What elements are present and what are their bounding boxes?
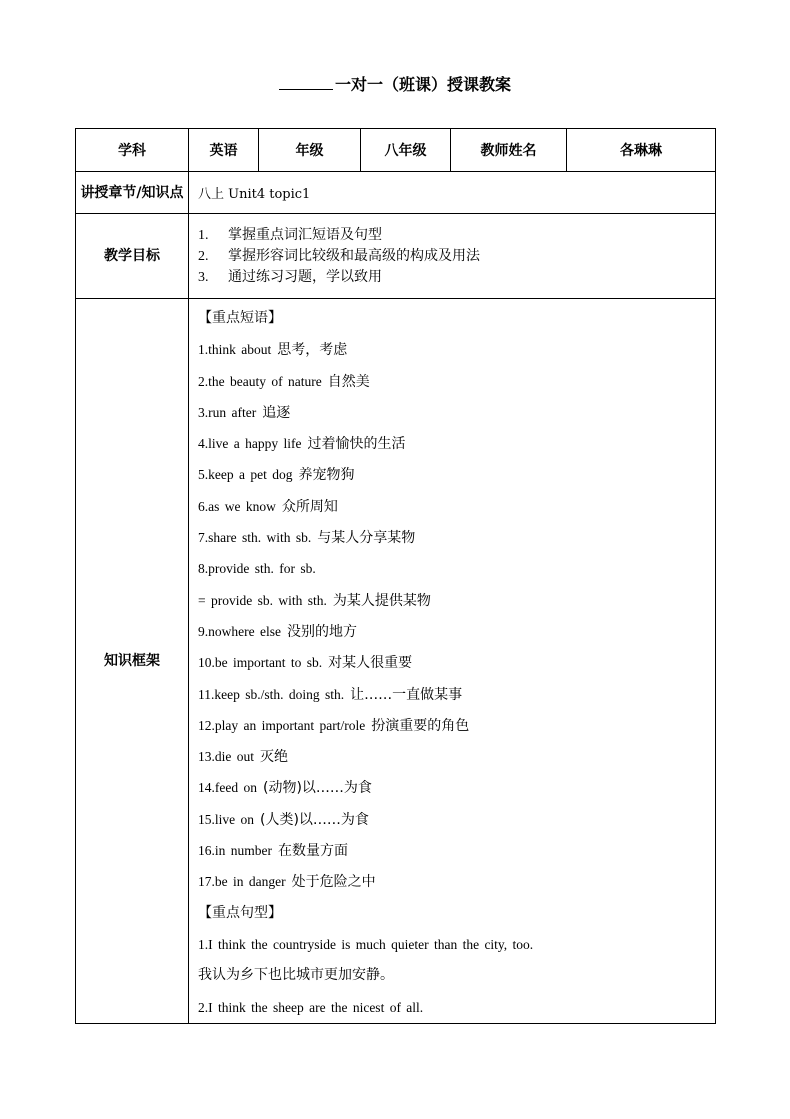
phrase-line bbox=[198, 679, 715, 710]
phrase-line bbox=[198, 428, 715, 459]
chapter-value: 八上 Unit4 topic1 bbox=[189, 172, 716, 214]
phrase-chinese: 与某人分享某物 bbox=[317, 530, 416, 547]
framework-row bbox=[76, 299, 716, 1024]
phrase-english: 9.nowhere else bbox=[198, 623, 281, 639]
phrase-english: 14.feed on bbox=[198, 780, 257, 796]
phrase-english: 6.as we know bbox=[198, 498, 276, 514]
goal-number: 3. bbox=[198, 269, 209, 285]
sentence-english: 1.I think the countryside is much quieter than the city, too. bbox=[198, 936, 534, 952]
goal-number: 2. bbox=[198, 248, 209, 264]
phrase-english: 11.keep sb./sth. doing sth. bbox=[198, 686, 345, 702]
header-row bbox=[76, 129, 716, 172]
phrase-line bbox=[198, 647, 715, 678]
phrase-english: 1.think about bbox=[198, 342, 272, 358]
phrase-line bbox=[198, 334, 715, 365]
phrase-line bbox=[198, 553, 715, 584]
phrase-line bbox=[198, 772, 715, 803]
goals-row bbox=[76, 214, 716, 299]
phrase-chinese: 养宠物狗 bbox=[298, 467, 355, 484]
phrase-english: 16.in number bbox=[198, 843, 272, 859]
phrase-chinese: 灭绝 bbox=[260, 749, 288, 766]
phrase-chinese: 追逐 bbox=[262, 404, 291, 421]
phrase-english: 8.provide sth. for sb. bbox=[198, 561, 316, 577]
chapter-label: 讲授章节/知识点 bbox=[76, 172, 189, 214]
sentence-english: 2.I think the sheep are the nicest of all. bbox=[198, 999, 424, 1015]
chapter-row bbox=[76, 172, 716, 214]
phrase-line bbox=[198, 804, 715, 835]
goal-text: 通过练习习题，学以致用 bbox=[228, 268, 382, 285]
goal-item bbox=[198, 246, 715, 267]
framework-label: 知识框架 bbox=[76, 299, 189, 1024]
goals-list bbox=[198, 225, 715, 288]
phrase-line bbox=[198, 366, 715, 397]
goals-list-cell bbox=[189, 214, 716, 299]
phrase-chinese: 思考，考虑 bbox=[277, 342, 348, 359]
subject-label: 学科 bbox=[76, 129, 189, 172]
phrase-chinese: 让……一直做某事 bbox=[350, 686, 463, 703]
phrase-english: 5.keep a pet dog bbox=[198, 467, 293, 483]
lesson-plan-table bbox=[75, 128, 716, 1024]
phrase-chinese: 在数量方面 bbox=[278, 843, 348, 860]
phrase-chinese: 众所周知 bbox=[281, 498, 338, 515]
sentence-line bbox=[198, 960, 715, 991]
phrase-english: 3.run after bbox=[198, 404, 257, 420]
grade-value: 八年级 bbox=[361, 129, 451, 172]
goal-text: 掌握形容词比较级和最高级的构成及用法 bbox=[228, 247, 480, 264]
phrase-chinese: 对某人很重要 bbox=[328, 655, 413, 672]
phrases-list bbox=[198, 334, 715, 897]
phrase-english: 7.share sth. with sb. bbox=[198, 530, 312, 546]
phrase-line bbox=[198, 741, 715, 772]
sentence-chinese: 我认为乡下也比城市更加安静。 bbox=[198, 967, 394, 984]
phrase-chinese: 为某人提供某物 bbox=[332, 592, 431, 609]
page-title: 一对一（班课）授课教案 bbox=[0, 72, 790, 95]
phrase-chinese: (动物)以……为食 bbox=[262, 780, 372, 797]
goals-label: 教学目标 bbox=[76, 214, 189, 299]
phrase-line bbox=[198, 459, 715, 490]
sentences-list bbox=[198, 929, 715, 1023]
phrase-english: 12.play an important part/role bbox=[198, 717, 366, 733]
phrase-line bbox=[198, 491, 715, 522]
phrase-line bbox=[198, 616, 715, 647]
teacher-label: 教师姓名 bbox=[451, 129, 567, 172]
phrase-line bbox=[198, 397, 715, 428]
phrase-english: 13.die out bbox=[198, 749, 254, 765]
sentence-line bbox=[198, 992, 715, 1023]
phrase-line bbox=[198, 522, 715, 553]
phrase-chinese: (人类)以……为食 bbox=[260, 811, 369, 828]
phrase-chinese: 过着愉快的生活 bbox=[307, 436, 406, 453]
sentences-heading: 【重点句型】 bbox=[198, 904, 282, 921]
goal-item bbox=[198, 225, 715, 246]
teacher-value: 各琳琳 bbox=[567, 129, 716, 172]
phrase-chinese: 处于危险之中 bbox=[291, 874, 376, 891]
phrase-line bbox=[198, 585, 715, 616]
goal-item bbox=[198, 267, 715, 288]
subject-value: 英语 bbox=[189, 129, 259, 172]
phrase-line bbox=[198, 866, 715, 897]
phrase-english: 17.be in danger bbox=[198, 874, 286, 890]
phrase-english: 10.be important to sb. bbox=[198, 655, 323, 671]
framework-content bbox=[189, 299, 716, 1024]
phrase-chinese: 自然美 bbox=[327, 373, 370, 390]
phrase-english: 4.live a happy life bbox=[198, 436, 302, 452]
sentence-line bbox=[198, 929, 715, 960]
title-blank-line bbox=[279, 75, 333, 90]
phrases-heading: 【重点短语】 bbox=[198, 310, 282, 326]
phrase-chinese: 扮演重要的角色 bbox=[371, 717, 470, 734]
phrase-english: 15.live on bbox=[198, 811, 254, 827]
phrase-line bbox=[198, 710, 715, 741]
grade-label: 年级 bbox=[259, 129, 361, 172]
goal-number: 1. bbox=[198, 227, 209, 243]
phrase-line bbox=[198, 835, 715, 866]
phrase-chinese: 没别的地方 bbox=[286, 623, 357, 640]
goal-text: 掌握重点词汇短语及句型 bbox=[228, 226, 382, 243]
phrase-english: = provide sb. with sth. bbox=[198, 592, 327, 608]
phrase-english: 2.the beauty of nature bbox=[198, 373, 322, 389]
